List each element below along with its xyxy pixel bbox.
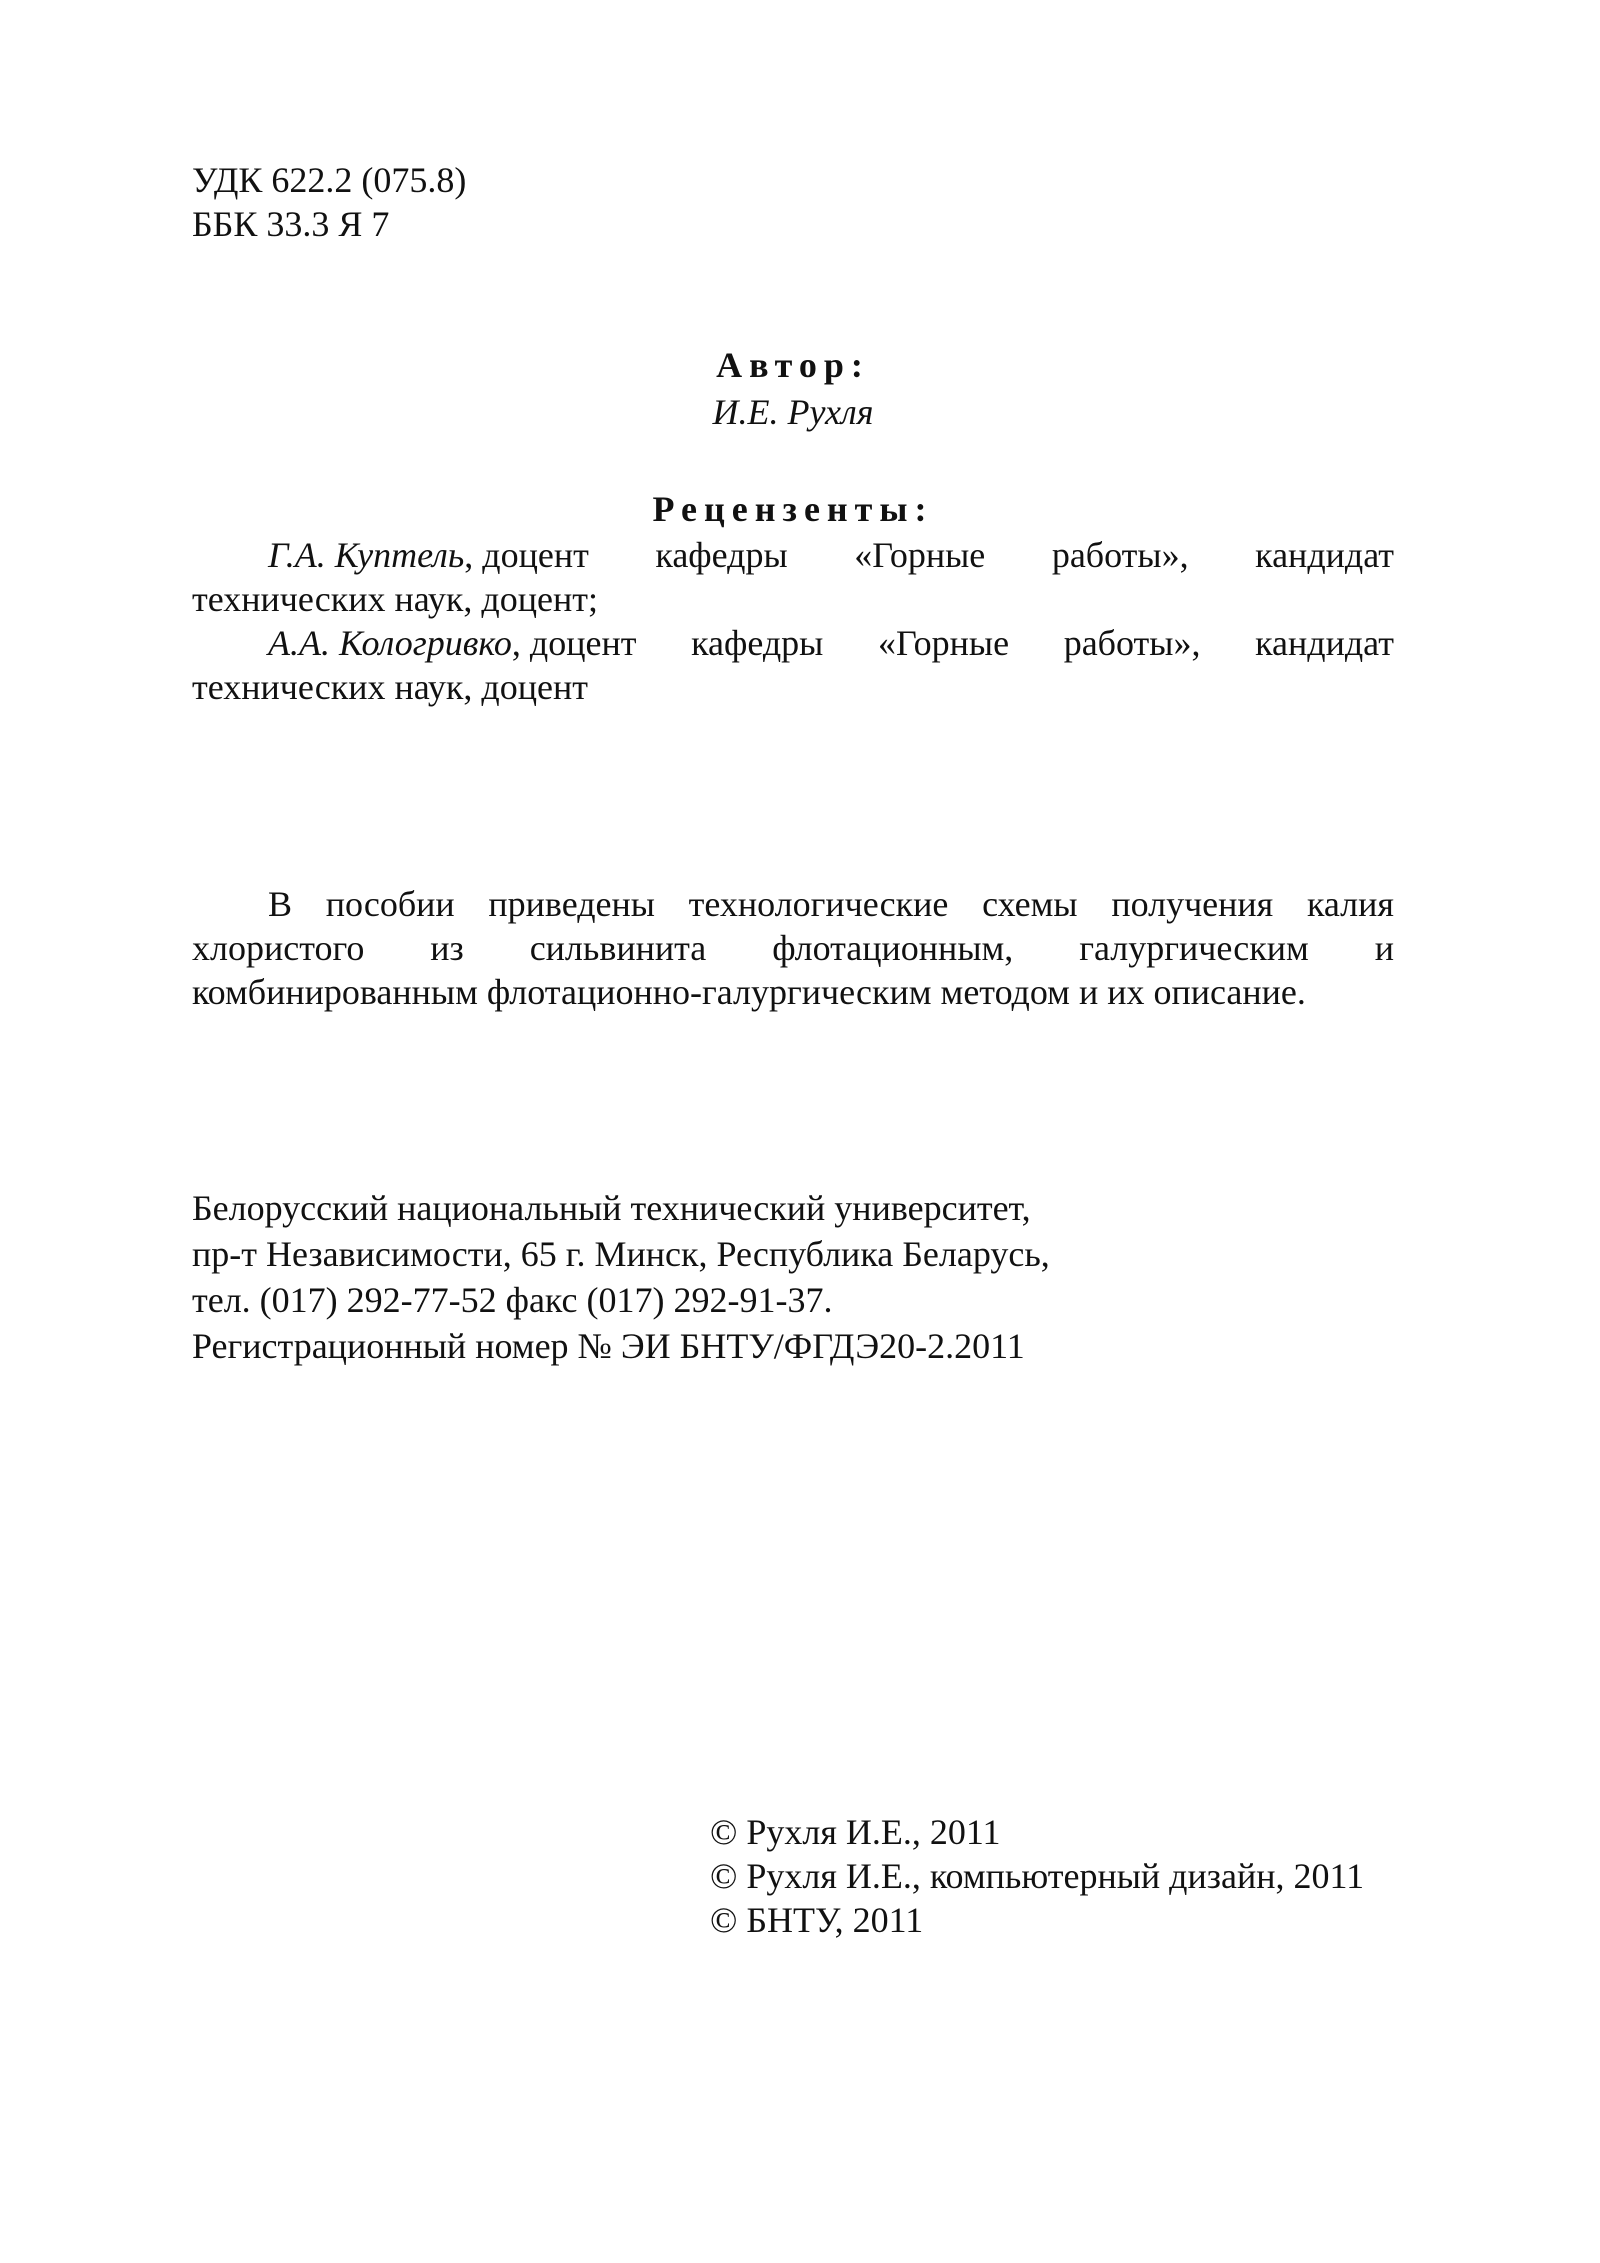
abstract-word: технологические — [688, 884, 949, 924]
reviewer-2-word: кафедры — [691, 623, 824, 663]
reviewer-2-name: А.А. Кологривко — [268, 623, 512, 663]
abstract-word: сильвинита — [529, 928, 707, 968]
reviewer-1-line-2: технических наук, доцент; — [192, 579, 598, 619]
registration-number: Регистрационный номер № ЭИ БНТУ/ФГДЭ20-2.2011 — [192, 1326, 1025, 1366]
abstract-word: хлористого — [192, 928, 365, 968]
reviewer-2-name-group — [268, 621, 636, 665]
publisher-address: пр-т Независимости, 65 г. Минск, Республика Беларусь, — [192, 1234, 1050, 1274]
abstract-word: получения — [1111, 884, 1274, 924]
bbk-code: ББК 33.3 Я 7 — [192, 204, 390, 244]
abstract-word: галургическим — [1079, 928, 1309, 968]
reviewer-2-word: работы», — [1063, 623, 1201, 663]
reviewer-1-word: , доцент — [464, 535, 589, 575]
publisher-name: Белорусский национальный технический университет, — [192, 1188, 1031, 1228]
reviewer-2-line-1 — [192, 621, 1394, 665]
reviewer-1-word: кандидат — [1255, 535, 1394, 575]
reviewers-heading: Рецензенты: — [652, 489, 934, 529]
abstract-line-1 — [192, 882, 1394, 926]
author-name: И.Е. Рухля — [712, 392, 874, 432]
reviewer-1-word: кафедры — [655, 535, 788, 575]
reviewer-2-word: , доцент — [511, 623, 637, 663]
reviewer-1-name: Г.А. Куптель — [268, 535, 465, 575]
udk-code: УДК 622.2 (075.8) — [192, 160, 467, 200]
copyright-line-2: © Рухля И.Е., компьютерный дизайн, 2011 — [710, 1856, 1365, 1896]
reviewer-2-line-2: технических наук, доцент — [192, 667, 588, 707]
abstract-line-2 — [192, 926, 1394, 970]
abstract-word: пособии — [325, 884, 455, 924]
publisher-phone: тел. (017) 292-77-52 факс (017) 292-91-37. — [192, 1280, 833, 1320]
abstract-word: В — [268, 884, 293, 924]
reviewer-1 — [192, 533, 1394, 621]
abstract-word: и — [1374, 928, 1394, 968]
copyright-line-1: © Рухля И.Е., 2011 — [710, 1812, 1001, 1852]
abstract — [192, 882, 1394, 1014]
abstract-word: калия — [1306, 884, 1394, 924]
abstract-word: из — [430, 928, 464, 968]
abstract-word: приведены — [488, 884, 655, 924]
abstract-word: схемы — [982, 884, 1078, 924]
reviewer-2-word: «Горные — [877, 623, 1010, 663]
abstract-word: флотационным, — [772, 928, 1014, 968]
reviewer-1-name-group — [268, 533, 589, 577]
abstract-line-3: комбинированным флотационно-галургическим методом и их описание. — [192, 972, 1306, 1012]
copyright-line-3: © БНТУ, 2011 — [710, 1900, 924, 1940]
reviewer-1-word: «Горные — [854, 535, 986, 575]
reviewer-2-word: кандидат — [1255, 623, 1394, 663]
reviewer-2 — [192, 621, 1394, 709]
reviewer-1-line-1 — [192, 533, 1394, 577]
reviewer-1-word: работы», — [1051, 535, 1189, 575]
author-heading: Автор: — [716, 345, 870, 385]
